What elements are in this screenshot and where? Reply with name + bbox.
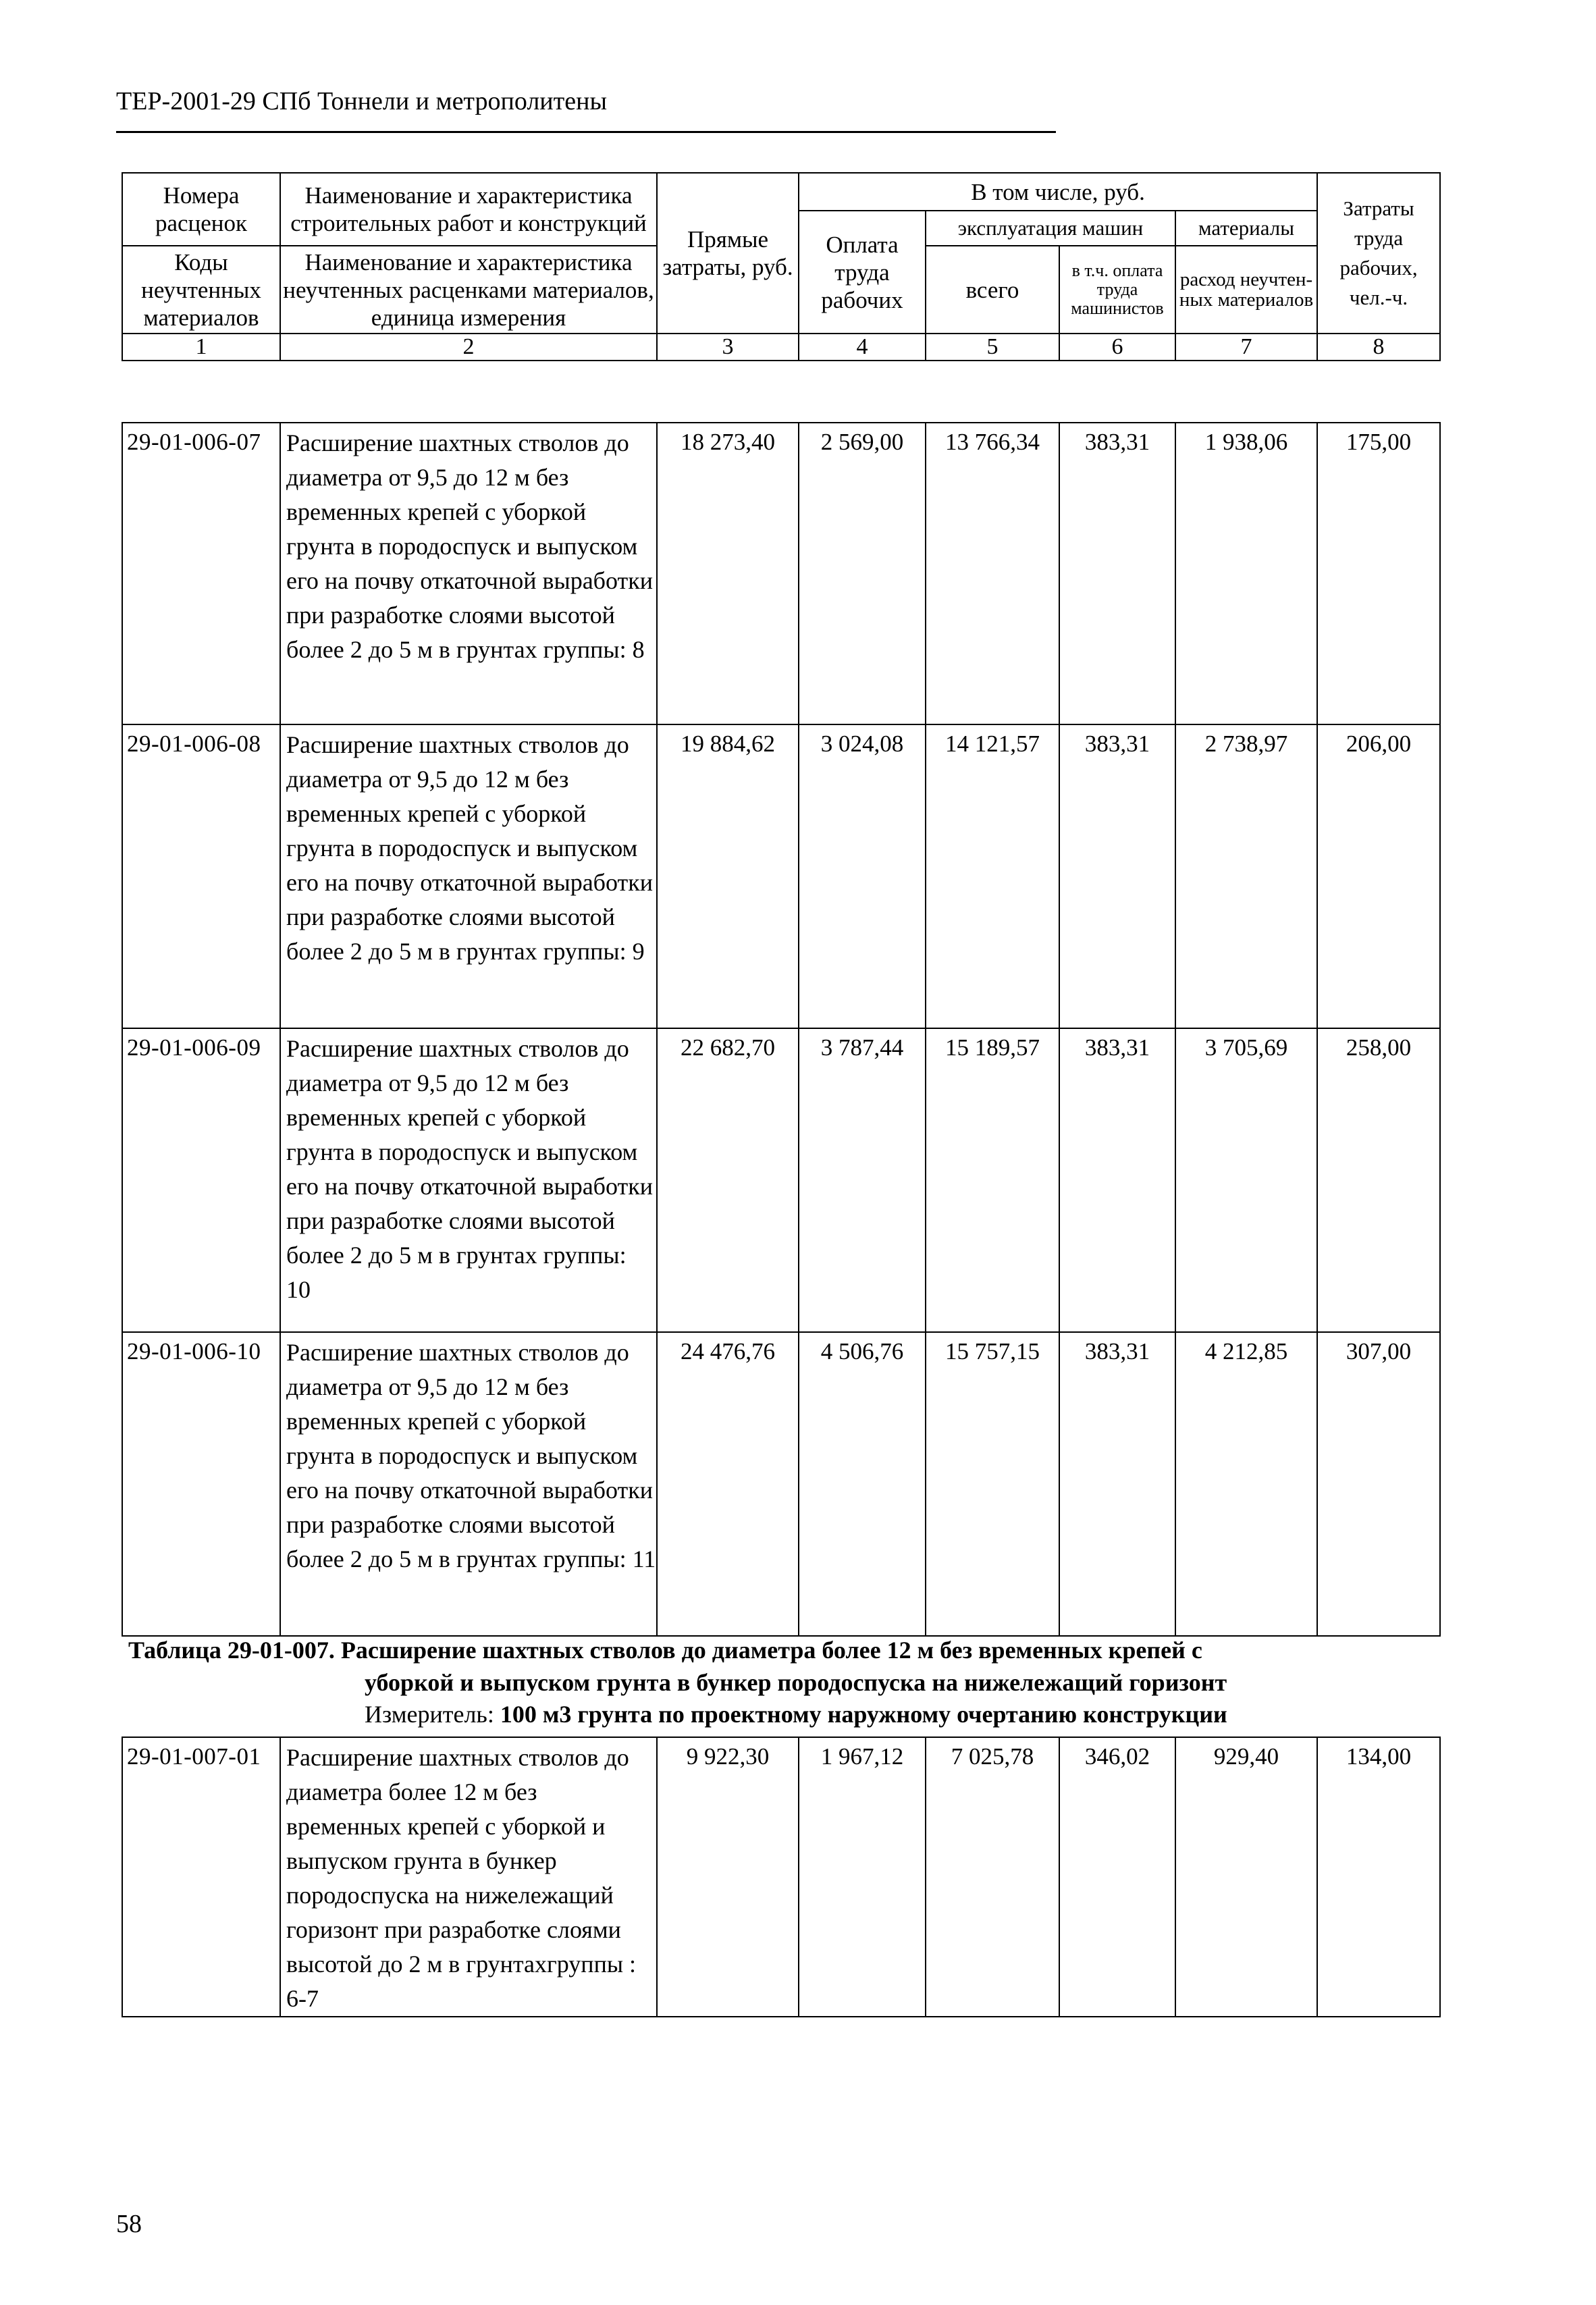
- col-number-2: 2: [280, 334, 657, 361]
- row-materials: 929,40: [1175, 1737, 1317, 2017]
- row-direct-costs: 18 273,40: [657, 423, 799, 724]
- row-labor-hours: 258,00: [1317, 1028, 1440, 1332]
- row-machines-labor: 346,02: [1059, 1737, 1175, 2017]
- row-materials: 1 938,06: [1175, 423, 1317, 724]
- row-direct-costs: 19 884,62: [657, 724, 799, 1028]
- col-header-hours: Затраты труда рабочих, чел.-ч.: [1317, 173, 1440, 334]
- row-description: Расширение шахтных стволов до диаметра от 9,5 до 12 м без временных крепей с уборкой грунта в породоспуск и выпуском его на почву откаточной выработки при разработке слоями высотой более 2 до 5 м в грунтах группы: 8: [280, 423, 657, 724]
- row-labor-pay: 2 569,00: [799, 423, 926, 724]
- table-row: [122, 724, 1440, 1028]
- col-header-labor: Оплата труда рабочих: [799, 211, 926, 334]
- row-machines-total: 7 025,78: [926, 1737, 1059, 2017]
- col-number-5: 5: [926, 334, 1059, 361]
- table-29-01-007: [122, 1737, 1441, 2017]
- row-machines-labor: 383,31: [1059, 423, 1175, 724]
- table-row: [122, 1332, 1440, 1636]
- col-header-materials: материалы: [1175, 211, 1317, 246]
- row-code: 29-01-007-01: [122, 1737, 280, 2017]
- row-direct-costs: 24 476,76: [657, 1332, 799, 1636]
- measure-label: Измеритель:: [365, 1701, 494, 1728]
- table-header: [122, 172, 1441, 361]
- header-rule: [116, 131, 1056, 133]
- table-007-title-line1: Таблица 29-01-007. Расширение шахтных стволов до диаметра более 12 м без временных крепей с: [128, 1637, 1202, 1664]
- col-header-name-bottom: Наименование и характеристика неучтенных расценками материалов, единица измерения: [280, 246, 657, 334]
- col-header-codes: Номера расценок: [122, 173, 280, 246]
- table-29-01-006: [122, 422, 1441, 1637]
- row-machines-total: 13 766,34: [926, 423, 1059, 724]
- row-labor-pay: 3 787,44: [799, 1028, 926, 1332]
- col-number-7: 7: [1175, 334, 1317, 361]
- row-materials: 4 212,85: [1175, 1332, 1317, 1636]
- row-labor-pay: 3 024,08: [799, 724, 926, 1028]
- row-description: Расширение шахтных стволов до диаметра от 9,5 до 12 м без временных крепей с уборкой грунта в породоспуск и выпуском его на почву откаточной выработки при разработке слоями высотой более 2 до 5 м в грунтах группы: 10: [280, 1028, 657, 1332]
- col-header-codes-bottom: Коды неучтенных материалов: [122, 246, 280, 334]
- col-header-materials-unaccounted: расход неучтен-ных материалов: [1175, 246, 1317, 334]
- row-description: Расширение шахтных стволов до диаметра от 9,5 до 12 м без временных крепей с уборкой грунта в породоспуск и выпуском его на почву откаточной выработки при разработке слоями высотой более 2 до 5 м в грунтах группы: 11: [280, 1332, 657, 1636]
- page-number: 58: [116, 2210, 142, 2238]
- row-labor-pay: 1 967,12: [799, 1737, 926, 2017]
- table-row: [122, 1028, 1440, 1332]
- table-007-measure: [365, 1700, 1227, 1728]
- row-labor-hours: 134,00: [1317, 1737, 1440, 2017]
- row-code: 29-01-006-08: [122, 724, 280, 1028]
- col-header-group: В том числе, руб.: [799, 173, 1317, 211]
- row-code: 29-01-006-10: [122, 1332, 280, 1636]
- col-header-name: Наименование и характеристика строительных работ и конструкций: [280, 173, 657, 246]
- row-machines-labor: 383,31: [1059, 1028, 1175, 1332]
- table-row: [122, 1737, 1440, 2017]
- col-header-machines: эксплуатация машин: [926, 211, 1175, 246]
- col-number-6: 6: [1059, 334, 1175, 361]
- col-header-mach-labor: в т.ч. оплата труда машинистов: [1059, 246, 1175, 334]
- row-code: 29-01-006-09: [122, 1028, 280, 1332]
- row-labor-hours: 307,00: [1317, 1332, 1440, 1636]
- row-direct-costs: 22 682,70: [657, 1028, 799, 1332]
- row-machines-labor: 383,31: [1059, 1332, 1175, 1636]
- row-machines-total: 15 189,57: [926, 1028, 1059, 1332]
- row-labor-hours: 206,00: [1317, 724, 1440, 1028]
- document-title: ТЕР-2001-29 СПб Тоннели и метрополитены: [116, 87, 607, 115]
- measure-value: 100 м3 грунта по проектному наружному очертанию конструкции: [500, 1701, 1227, 1728]
- row-machines-total: 14 121,57: [926, 724, 1059, 1028]
- row-description: Расширение шахтных стволов до диаметра от 9,5 до 12 м без временных крепей с уборкой грунта в породоспуск и выпуском его на почву откаточной выработки при разработке слоями высотой более 2 до 5 м в грунтах группы: 9: [280, 724, 657, 1028]
- row-direct-costs: 9 922,30: [657, 1737, 799, 2017]
- row-labor-hours: 175,00: [1317, 423, 1440, 724]
- col-number-1: 1: [122, 334, 280, 361]
- row-labor-pay: 4 506,76: [799, 1332, 926, 1636]
- row-machines-labor: 383,31: [1059, 724, 1175, 1028]
- col-header-mach-total: всего: [926, 246, 1059, 334]
- row-materials: 2 738,97: [1175, 724, 1317, 1028]
- row-materials: 3 705,69: [1175, 1028, 1317, 1332]
- table-row: [122, 423, 1440, 724]
- table-007-title: [128, 1634, 1452, 1699]
- row-machines-total: 15 757,15: [926, 1332, 1059, 1636]
- col-number-4: 4: [799, 334, 926, 361]
- col-number-3: 3: [657, 334, 799, 361]
- table-007-title-line2: уборкой и выпуском грунта в бункер породоспуска на нижележащий горизонт: [365, 1669, 1227, 1696]
- row-description: Расширение шахтных стволов до диаметра более 12 м без временных крепей с уборкой и выпуском грунта в бункер породоспуска на нижележащий горизонт при разработке слоями высотой до 2 м в грунтахгруппы : 6-7: [280, 1737, 657, 2017]
- row-code: 29-01-006-07: [122, 423, 280, 724]
- col-header-direct: Прямые затраты, руб.: [657, 173, 799, 334]
- col-number-8: 8: [1317, 334, 1440, 361]
